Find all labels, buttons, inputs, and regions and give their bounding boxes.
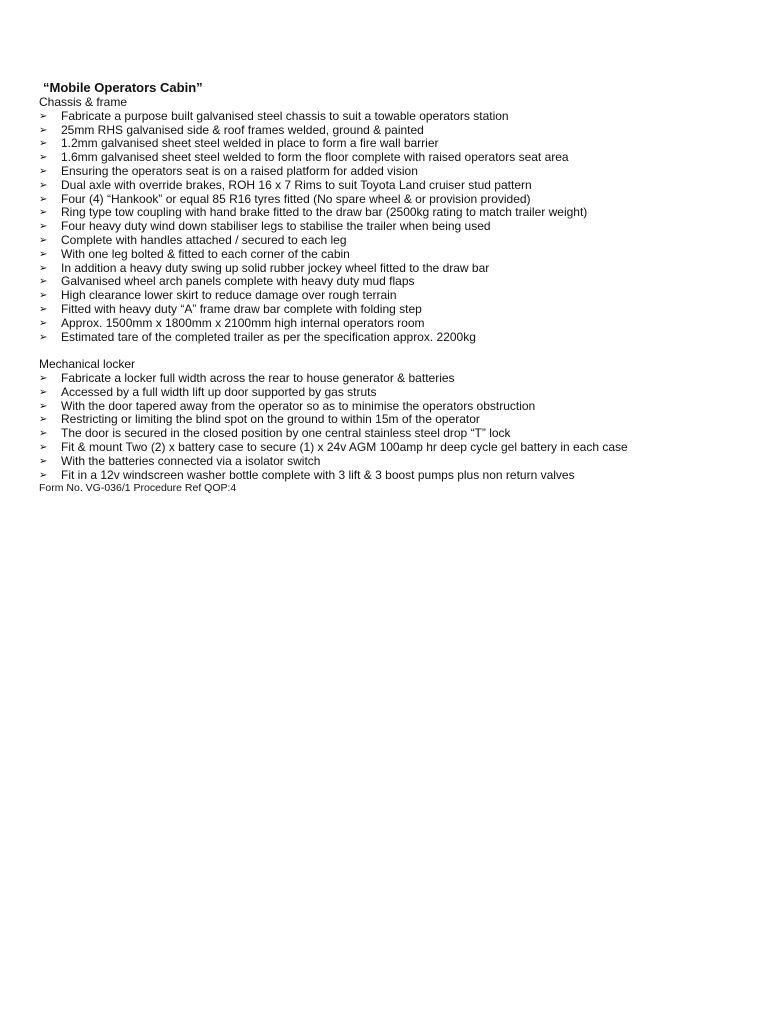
list-item-text: With the batteries connected via a isolator switch	[61, 453, 321, 468]
arrow-bullet-icon: ➢	[39, 455, 48, 467]
section-chassis-frame	[39, 96, 739, 344]
section-spacer	[39, 344, 739, 358]
list-item-text: Restricting or limiting the blind spot on the ground to within 15m of the operator	[61, 412, 480, 427]
arrow-bullet-icon: ➢	[39, 138, 48, 150]
list-item-text: The door is secured in the closed position by one central stainless steel drop “T” lock	[61, 426, 511, 441]
arrow-bullet-icon: ➢	[39, 207, 48, 219]
bullet-list	[39, 110, 739, 345]
arrow-bullet-icon: ➢	[39, 193, 48, 205]
arrow-bullet-icon: ➢	[39, 469, 48, 481]
list-item	[39, 124, 739, 138]
arrow-bullet-icon: ➢	[39, 124, 48, 136]
list-item	[39, 469, 739, 483]
arrow-bullet-icon: ➢	[39, 179, 48, 191]
list-item	[39, 441, 739, 455]
list-item	[39, 193, 739, 207]
list-item-text: Galvanised wheel arch panels complete with heavy duty mud flaps	[61, 274, 415, 289]
arrow-bullet-icon: ➢	[39, 317, 48, 329]
list-item-text: Approx. 1500mm x 1800mm x 2100mm high internal operators room	[61, 315, 425, 330]
bullet-list	[39, 372, 739, 482]
list-item	[39, 331, 739, 345]
arrow-bullet-icon: ➢	[39, 221, 48, 233]
list-item	[39, 386, 739, 400]
list-item-text: Fabricate a purpose built galvanised steel chassis to suit a towable operators station	[61, 108, 509, 123]
list-item	[39, 220, 739, 234]
arrow-bullet-icon: ➢	[39, 386, 48, 398]
arrow-bullet-icon: ➢	[39, 428, 48, 440]
list-item	[39, 275, 739, 289]
arrow-bullet-icon: ➢	[39, 276, 48, 288]
list-item-text: 1.6mm galvanised sheet steel welded to form the floor complete with raised operators seat area	[61, 150, 569, 165]
list-item	[39, 248, 739, 262]
list-item-text: High clearance lower skirt to reduce damage over rough terrain	[61, 288, 397, 303]
list-item	[39, 400, 739, 414]
list-item-text: 1.2mm galvanised sheet steel welded in place to form a fire wall barrier	[61, 136, 439, 151]
list-item	[39, 262, 739, 276]
list-item-text: Fitted with heavy duty “A” frame draw bar complete with folding step	[61, 301, 422, 316]
arrow-bullet-icon: ➢	[39, 165, 48, 177]
list-item-text: Ring type tow coupling with hand brake fitted to the draw bar (2500kg rating to match trailer weight)	[61, 205, 588, 220]
list-item-text: Four (4) “Hankook” or equal 85 R16 tyres fitted (No spare wheel & or provision provided)	[61, 191, 531, 206]
section-heading: Mechanical locker	[39, 357, 136, 372]
list-item-text: Accessed by a full width lift up door supported by gas struts	[61, 384, 377, 399]
document-page	[39, 80, 739, 495]
list-item	[39, 303, 739, 317]
list-item-text: Fabricate a locker full width across the rear to house generator & batteries	[61, 370, 455, 385]
list-item	[39, 206, 739, 220]
arrow-bullet-icon: ➢	[39, 414, 48, 426]
arrow-bullet-icon: ➢	[39, 441, 48, 453]
section-heading: Chassis & frame	[39, 95, 128, 109]
arrow-bullet-icon: ➢	[39, 234, 48, 246]
list-item-text: With the door tapered away from the operator so as to minimise the operators obstruction	[61, 398, 536, 413]
list-item	[39, 372, 739, 386]
arrow-bullet-icon: ➢	[39, 262, 48, 274]
list-item-text: In addition a heavy duty swing up solid rubber jockey wheel fitted to the draw bar	[61, 260, 490, 275]
section-mechanical-locker	[39, 358, 739, 482]
document-title: “Mobile Operators Cabin”	[43, 80, 203, 95]
arrow-bullet-icon: ➢	[39, 290, 48, 302]
list-item	[39, 455, 739, 469]
list-item	[39, 179, 739, 193]
list-item	[39, 289, 739, 303]
list-item	[39, 234, 739, 248]
arrow-bullet-icon: ➢	[39, 152, 48, 164]
list-item	[39, 151, 739, 165]
list-item-text: Estimated tare of the completed trailer as per the specification approx. 2200kg	[61, 329, 476, 344]
list-item	[39, 137, 739, 151]
list-item	[39, 165, 739, 179]
list-item	[39, 110, 739, 124]
arrow-bullet-icon: ➢	[39, 400, 48, 412]
arrow-bullet-icon: ➢	[39, 248, 48, 260]
list-item-text: Ensuring the operators seat is on a raised platform for added vision	[61, 163, 418, 178]
form-reference-footer: Form No. VG-036/1 Procedure Ref QOP:4	[39, 482, 237, 495]
list-item-text: Fit & mount Two (2) x battery case to secure (1) x 24v AGM 100amp hr deep cycle gel battery in each case	[61, 439, 628, 454]
list-item	[39, 413, 739, 427]
arrow-bullet-icon: ➢	[39, 331, 48, 343]
list-item-text: Dual axle with override brakes, ROH 16 x 7 Rims to suit Toyota Land cruiser stud pattern	[61, 177, 532, 192]
arrow-bullet-icon: ➢	[39, 110, 48, 122]
list-item-text: With one leg bolted & fitted to each corner of the cabin	[61, 246, 350, 261]
list-item-text: Four heavy duty wind down stabiliser legs to stabilise the trailer when being used	[61, 219, 491, 234]
list-item-text: 25mm RHS galvanised side & roof frames welded, ground & painted	[61, 122, 424, 137]
list-item-text: Complete with handles attached / secured to each leg	[61, 232, 347, 247]
list-item	[39, 317, 739, 331]
arrow-bullet-icon: ➢	[39, 372, 48, 384]
arrow-bullet-icon: ➢	[39, 303, 48, 315]
list-item-text: Fit in a 12v windscreen washer bottle complete with 3 lift & 3 boost pumps plus non return valves	[61, 467, 575, 482]
list-item	[39, 427, 739, 441]
